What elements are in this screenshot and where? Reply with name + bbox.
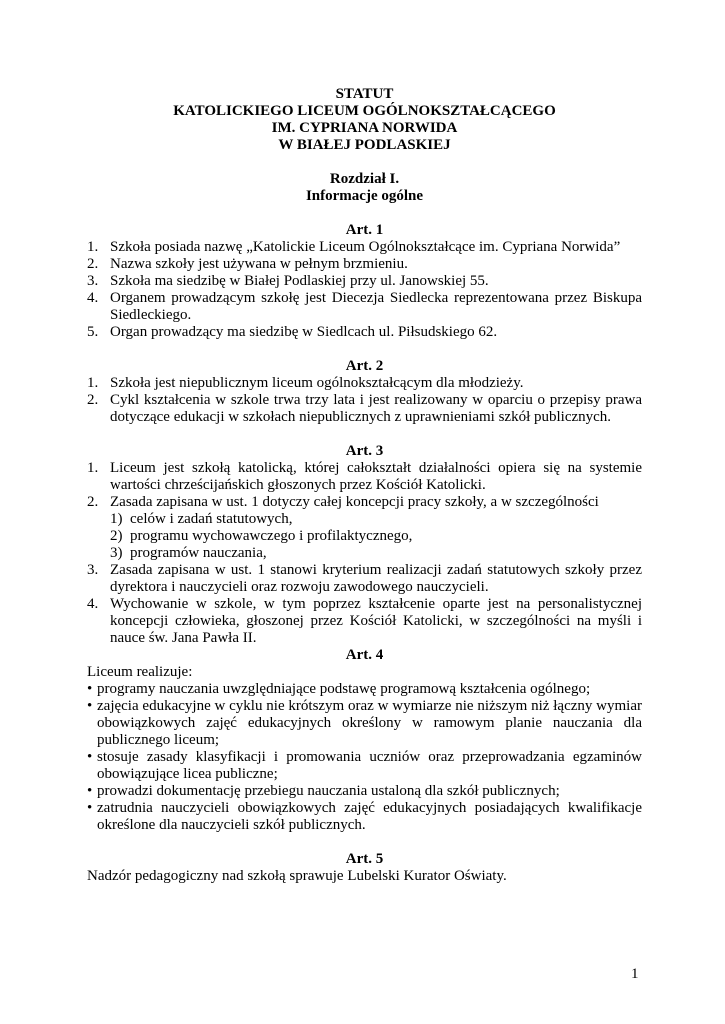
item-text: Szkoła ma siedzibę w Białej Podlaskiej przy ul. Janowskiej 55. (110, 273, 489, 289)
item-text: Nazwa szkoły jest używana w pełnym brzmieniu. (110, 256, 408, 272)
item-number: 1. (87, 460, 99, 476)
document-page (87, 86, 642, 885)
item-number: 2. (87, 494, 99, 510)
article-3-sublist (87, 511, 642, 562)
list-item (87, 392, 642, 426)
sub-item-text: celów i zadań statutowych, (130, 511, 293, 527)
bullet-icon: • (87, 800, 93, 816)
article-3-list (87, 460, 642, 511)
chapter-heading: Rozdział I. (329, 171, 400, 187)
article-heading: Art. 3 (345, 443, 384, 459)
list-item (87, 596, 642, 647)
list-item (87, 256, 642, 273)
bullet-text: zajęcia edukacyjne w cyklu nie krótszym oraz w wymiarze nie niższym niż łączny wymiar obowiązkowych zajęć edukacyjnych określony w ramowym planie nauczania dla publicznego liceum; (97, 698, 642, 748)
bullet-item (87, 749, 642, 783)
article-4-intro: Liceum realizuje: (87, 664, 193, 680)
title-line: STATUT (335, 86, 394, 102)
sub-list-item (87, 545, 642, 562)
page-number: 1 (631, 966, 639, 982)
bullet-icon: • (87, 698, 93, 714)
item-text: Liceum jest szkołą katolicką, której całokształt działalności opiera się na systemie wartości chrześcijańskich głoszonych przez Kościół Katolicki. (110, 460, 642, 493)
list-item (87, 494, 642, 511)
article-5 (87, 851, 642, 885)
sub-item-number: 1) (110, 511, 123, 527)
sub-list-item (87, 528, 642, 545)
list-item (87, 290, 642, 324)
sub-item-number: 3) (110, 545, 123, 561)
article-heading: Art. 5 (345, 851, 384, 867)
item-number: 3. (87, 562, 99, 578)
article-heading: Art. 1 (345, 222, 384, 238)
list-item (87, 239, 642, 256)
title-line: IM. CYPRIANA NORWIDA (271, 120, 458, 136)
bullet-text: programy nauczania uwzględniające podstawę programową kształcenia ogólnego; (97, 681, 591, 697)
bullet-icon: • (87, 783, 93, 799)
bullet-item (87, 698, 642, 749)
title-line: KATOLICKIEGO LICEUM OGÓLNOKSZTAŁCĄCEGO (173, 103, 556, 119)
article-4-list (87, 681, 642, 834)
article-2 (87, 358, 642, 426)
article-5-text: Nadzór pedagogiczny nad szkołą sprawuje Lubelski Kurator Oświaty. (87, 868, 507, 884)
item-number: 4. (87, 596, 99, 612)
sub-item-text: programu wychowawczego i profilaktycznego, (130, 528, 413, 544)
sub-item-text: programów nauczania, (130, 545, 267, 561)
item-text: Wychowanie w szkole, w tym poprzez kształcenie oparte jest na personalistycznej koncepcji człowieka, głoszonej przez Kościół Katolicki, w szczególności na myśli i nauce św. Jana Pawła II. (110, 596, 642, 646)
bullet-item (87, 800, 642, 834)
item-text: Zasada zapisana w ust. 1 stanowi kryterium realizacji zadań statutowych szkoły przez dyrektora i nauczycieli oraz rozwoju zawodowego nauczycieli. (110, 562, 642, 595)
item-text: Organem prowadzącym szkołę jest Diecezja Siedlecka reprezentowana przez Biskupa Siedleckiego. (110, 290, 642, 323)
article-heading: Art. 4 (345, 647, 384, 663)
item-text: Szkoła posiada nazwę „Katolickie Liceum Ogólnokształcące im. Cypriana Norwida” (110, 239, 621, 255)
list-item (87, 324, 642, 341)
item-number: 1. (87, 239, 99, 255)
item-number: 4. (87, 290, 99, 306)
sub-list-item (87, 511, 642, 528)
item-text: Szkoła jest niepublicznym liceum ogólnokształcącym dla młodzieży. (110, 375, 524, 391)
list-item (87, 375, 642, 392)
article-heading: Art. 2 (345, 358, 384, 374)
list-item (87, 562, 642, 596)
bullet-item (87, 681, 642, 698)
article-2-list (87, 375, 642, 426)
item-text: Zasada zapisana w ust. 1 dotyczy całej koncepcji pracy szkoły, a w szczególności (110, 494, 599, 510)
item-number: 2. (87, 392, 99, 408)
bullet-icon: • (87, 749, 93, 765)
article-3-list-cont (87, 562, 642, 647)
item-text: Cykl kształcenia w szkole trwa trzy lata i jest realizowany w oparciu o przepisy prawa dotyczące edukacji w szkołach niepublicznych z uprawnieniami szkół publicznych. (110, 392, 642, 425)
article-4 (87, 647, 642, 834)
item-number: 1. (87, 375, 99, 391)
bullet-text: prowadzi dokumentację przebiegu nauczania ustaloną dla szkół publicznych; (97, 783, 560, 799)
sub-item-number: 2) (110, 528, 123, 544)
item-number: 3. (87, 273, 99, 289)
bullet-item (87, 783, 642, 800)
bullet-icon: • (87, 681, 93, 697)
article-1-list (87, 239, 642, 341)
article-1 (87, 222, 642, 341)
document-title (87, 86, 642, 154)
list-item (87, 460, 642, 494)
list-item (87, 273, 642, 290)
title-line: W BIAŁEJ PODLASKIEJ (278, 137, 451, 153)
article-3 (87, 443, 642, 647)
bullet-text: zatrudnia nauczycieli obowiązkowych zajęć edukacyjnych posiadających kwalifikacje określone dla nauczycieli szkół publicznych. (97, 800, 642, 833)
chapter-subheading: Informacje ogólne (305, 188, 424, 204)
item-text: Organ prowadzący ma siedzibę w Siedlcach ul. Piłsudskiego 62. (110, 324, 498, 340)
item-number: 5. (87, 324, 99, 340)
bullet-text: stosuje zasady klasyfikacji i promowania uczniów oraz przeprowadzania egzaminów obowiązujące licea publiczne; (97, 749, 642, 782)
item-number: 2. (87, 256, 99, 272)
